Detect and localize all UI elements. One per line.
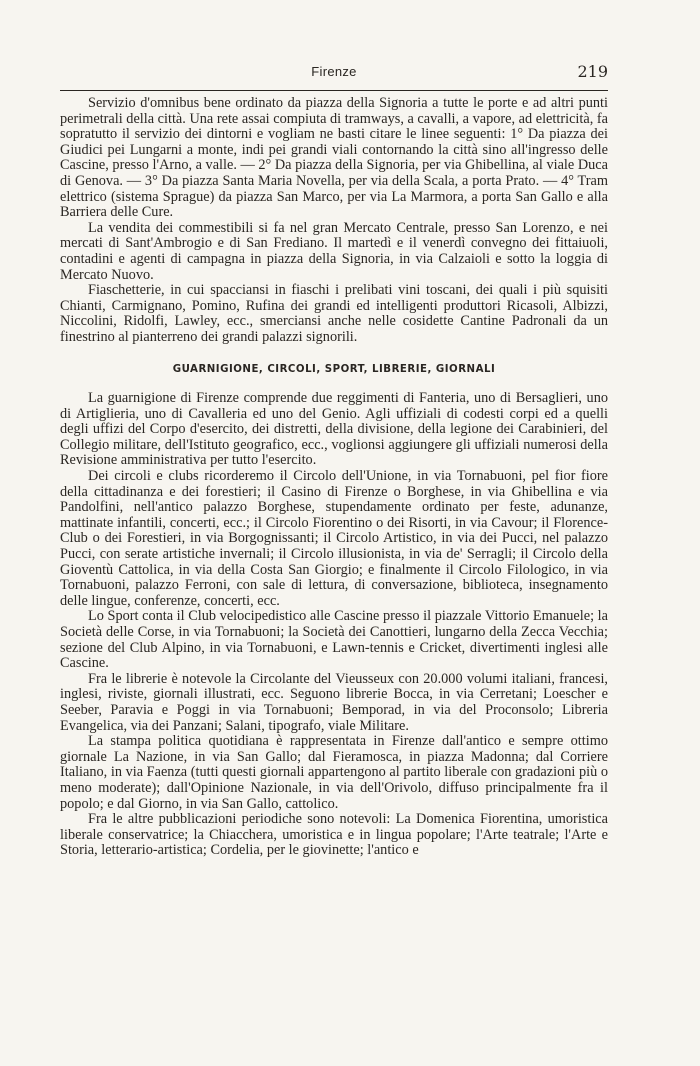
paragraph-markets: La vendita dei commestibili si fa nel gran Mercato Centrale, presso San Lorenzo, e nei mercati di Sant'Ambrogio e di San Frediano. Il martedì e il venerdì convegno dei fittaiuoli, contadini e agenti di campagna in piazza della Signoria, in via Calzaioli e sotto la loggia di Mercato Nuovo. [60, 219, 608, 283]
paragraph-garrison: La guarnigione di Firenze comprende due reggimenti di Fanteria, uno di Bersaglieri, uno di Artiglieria, uno di Cavalleria ed uno del Genio. Agli uffiziali di codesti corpi ed a quelli degli uffizi del Corpo d'esercito, dei distretti, della divisione, della legione dei Carabinieri, del Collegio militare, dell'Istituto geografico, ecc., voglionsi aggiungere gli uffiziali numerosi della Revisione amministrativa per tutto l'esercito. [60, 390, 608, 469]
paragraph-bookshops: Fra le librerie è notevole la Circolante del Vieusseux con 20.000 volumi italiani, francesi, inglesi, riviste, giornali illustrati, ecc. Seguono librerie Bocca, in via Cerretani; Loescher e Seeber, Paravia e Poggi in via Tornabuoni; Bemporad, in via del Proconsolo; Libreria Evangelica, via dei Panzani; Salani, tipografo, viale Militare. [60, 670, 608, 734]
header-rule [60, 90, 608, 91]
paragraph-fiaschetterie: Fiaschetterie, in cui spacciansi in fiaschi i prelibati vini toscani, dei quali i più squisiti Chianti, Carmignano, Pomino, Rufina dei grandi ed intelligenti produttori Ricasoli, Albizzi, Niccolini, Ridolfi, Lawley, ecc., smerciansi anche nelle cosidette Cantine Padronali da un finestrino al pianterreno dei grandi palazzi signorili. [60, 282, 608, 345]
paragraph-sport: Lo Sport conta il Club velocipedistico alle Cascine presso il piazzale Vittorio Emanuele; la Società delle Corse, in via Tornabuoni; la Società dei Canottieri, lungarno della Zecca Vecchia; sezione del Club Alpino, in via Tornabuoni, e Lawn-tennis e Cricket, divertimenti inglesi alle Cascine. [60, 608, 608, 672]
running-title: Firenze [311, 64, 357, 79]
page-number: 219 [577, 62, 608, 81]
paragraph-clubs: Dei circoli e clubs ricorderemo il Circolo dell'Unione, in via Tornabuoni, pel fior fiore della cittadinanza e dei forestieri; il Casino di Firenze o Borghese, in via Ghibellina e via Pandolfini, nell'antico palazzo Borghese, stupendamente ordinato per feste, adunanze, mattinate infantili, concerti, ecc.; il Circolo Fiorentino o dei Risorti, in via Cavour; il Florence-Club o dei Forestieri, in via Borgognissanti; il Circolo Artistico, in via dei Pucci, nel palazzo Pucci, con serate artistiche invernali; il Circolo illusionista, in via de' Serragli; il Circolo della Gioventù Cattolica, in via della Costa San Giorgio; e finalmente il Circolo Filologico, in via Tornabuoni, palazzo Ferroni, con sale di lettura, di conversazione, biblioteca, insegnamento delle lingue, conferenze, concerti, ecc. [60, 468, 608, 609]
paragraph-omnibus-tramways: Servizio d'omnibus bene ordinato da piazza della Signoria a tutte le porte e ad altri punti perimetrali della città. Una rete assai compiuta di tramways, a cavalli, a vapore, ad elettricità, fa sopratutto il servizio dei dintorni e vogliam ne basti citare le linee seguenti: 1° Da piazza dei Giudici pei Lungarni a monte, indi pei grandi viali contornando la città sino all'ingresso delle Cascine, presso l'Arno, a valle. — 2° Da piazza della Signoria, per via Ghibellina, al viale Duca di Genova. — 3° Da piazza Santa Maria Novella, per via della Scala, a porta Prato. — 4° Tram elettrico (sistema Sprague) da piazza San Marco, per via La Marmora, a porta San Gallo e alla Barriera delle Cure. [60, 95, 608, 221]
paragraph-daily-press: La stampa politica quotidiana è rappresentata in Firenze dall'antico e sempre ottimo giornale La Nazione, in via San Gallo; dal Fieramosca, in piazza Madonna; dal Corriere Italiano, in via Faenza (tutti questi giornali appartengono al partito liberale con gradazioni più o meno moderate); dall'Opinione Nazionale, in via dell'Orivolo, diffuso principalmente fra il popolo; e dal Giorno, in via San Gallo, cattolico. [60, 733, 608, 812]
main-text [60, 96, 608, 859]
paragraph-periodicals: Fra le altre pubblicazioni periodiche sono notevoli: La Domenica Fiorentina, umoristica liberale conservatrice; la Chiacchera, umoristica e in lingua popolare; l'Arte teatrale; l'Arte e Storia, letterario-artistica; Cordelia, per le giovinette; l'antico e [60, 811, 608, 859]
section-heading: GUARNIGIONE, CIRCOLI, SPORT, LIBRERIE, GIORNALI [172, 363, 496, 375]
running-head [60, 60, 608, 88]
